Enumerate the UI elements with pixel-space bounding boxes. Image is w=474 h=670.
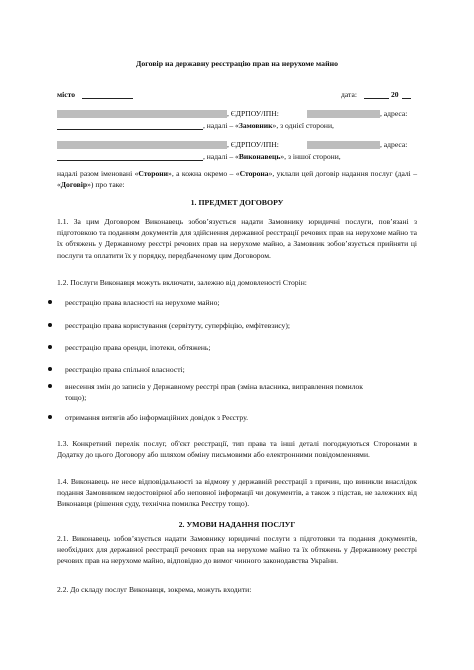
list-item: внесення змін до записів у Державному реєстрі прав (зміна власника, виправлення помилок тощо); <box>65 381 365 403</box>
party2-representative-field[interactable] <box>57 160 203 161</box>
clause-2-1: 2.1. Виконавець зобов’язується надати Замовнику юридичні послуги з підготовки та подання документів, необхідних для державної реєстрації речових прав на нерухоме майно та їх обтяжень у Державному реєстрі речових прав на нерухоме майно, відповідно до вимог чинного законодавства України. <box>57 534 417 566</box>
date-label: дата: <box>341 90 357 99</box>
bullet-icon <box>48 323 52 327</box>
section2-heading: 2. УМОВИ НАДАННЯ ПОСЛУГ <box>178 520 296 529</box>
bullet-icon <box>48 384 52 388</box>
party1-role-line: , надалі – «Замовник», з однієї сторони, <box>203 121 334 130</box>
bullet-icon <box>48 300 52 304</box>
bullet-icon <box>48 415 52 419</box>
party1-name-redacted[interactable] <box>57 110 227 118</box>
document-title: Договір на державну реєстрацію прав на нерухоме майно <box>136 59 338 68</box>
parties-intro: надалі разом іменовані «Сторони», а кожна окремо – «Сторона», уклали цей договір надання послуг (далі – «Договір») про таке: <box>57 169 417 190</box>
section1-heading: 1. ПРЕДМЕТ ДОГОВОРУ <box>190 198 284 207</box>
date-field[interactable] <box>364 98 389 99</box>
clause-2-2: 2.2. До складу послуг Виконавця, зокрема, можуть входити: <box>57 585 252 594</box>
list-item: реєстрацію права спільної власності; <box>65 364 415 375</box>
party2-edrpou-redacted[interactable] <box>307 141 380 149</box>
city-field[interactable] <box>82 98 133 99</box>
party2-role-line: , надалі – «Виконавець», з іншої сторони, <box>203 152 341 161</box>
list-item: реєстрацію права користування (сервітуту, суперфіцію, емфітевзису); <box>65 320 415 331</box>
city-label: місто <box>57 90 76 99</box>
list-item: реєстрацію права власності на нерухоме майно; <box>65 297 415 308</box>
party2-address-label: , адреса: <box>380 140 408 149</box>
clause-1-2: 1.2. Послуги Виконавця можуть включати, залежно від домовленості Сторін: <box>57 278 307 287</box>
clause-1-3: 1.3. Конкретний перелік послуг, об'єкт реєстрації, тип права та інші деталі погоджуються Сторонами в Додатку до цього Договору або шляхом обміну письмовими або електронними повідомленнями. <box>57 439 417 460</box>
list-item: отримання витягів або інформаційних довідок з Реєстру. <box>65 412 415 423</box>
year-label: 20 <box>391 90 399 99</box>
party2-edrpou-label: , ЄДРПОУ/ІПН: <box>227 140 279 149</box>
clause-1-1: 1.1. За цим Договором Виконавець зобов’язується надати Замовнику юридичні послуги, пов’язані з підготовкою та поданням документів для здійснення державної реєстрації речових прав на нерухоме майно та їх обтяжень у Державному реєстрі речових прав на нерухоме майно, а Замовник зобов’язується прийняти ці послуги та оплатити їх у порядку, передбаченому цим Договором. <box>57 217 417 260</box>
list-item: реєстрацію права оренди, іпотеки, обтяжень; <box>65 342 415 353</box>
year-field[interactable] <box>402 98 411 99</box>
clause-1-4: 1.4. Виконавець не несе відповідальності за відмову у державній реєстрації з причин, що виникли внаслідок подання Замовником недостовірної або неповної інформації чи документів, а також з підстав, не залежних від Виконавця (рішення суду, технічна помилка Реєстру тощо). <box>57 477 417 509</box>
party1-representative-field[interactable] <box>57 129 203 130</box>
party1-edrpou-redacted[interactable] <box>307 110 380 118</box>
bullet-icon <box>48 367 52 371</box>
party1-address-label: , адреса: <box>380 109 408 118</box>
party2-name-redacted[interactable] <box>57 141 227 149</box>
party1-edrpou-label: , ЄДРПОУ/ІПН: <box>227 109 279 118</box>
bullet-icon <box>48 345 52 349</box>
